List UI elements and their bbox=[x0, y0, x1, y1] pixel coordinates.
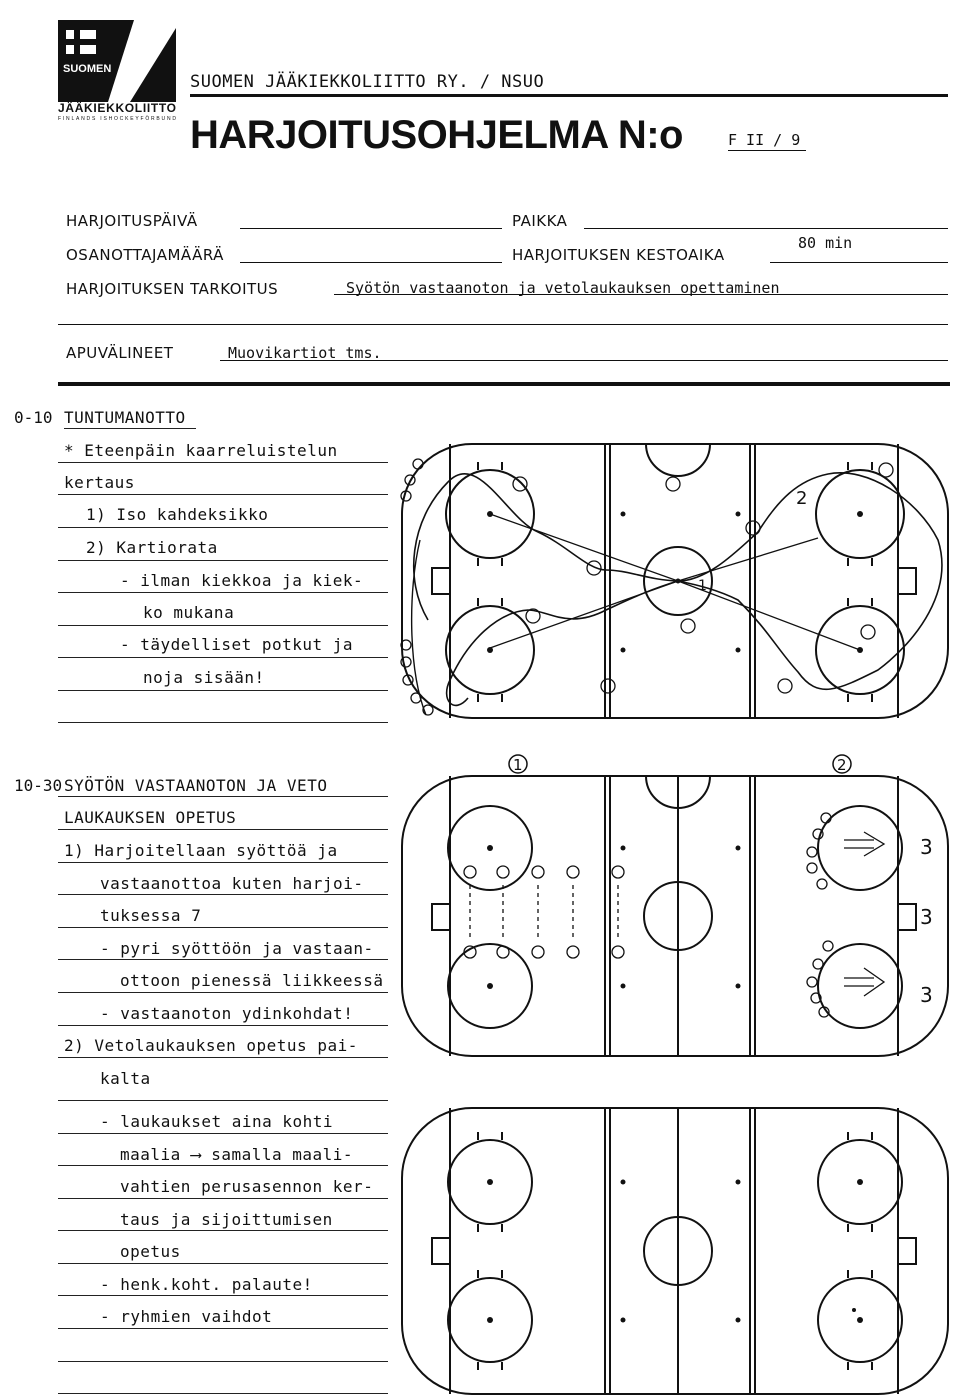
duration-field[interactable] bbox=[770, 262, 948, 263]
ruled-line bbox=[58, 1263, 388, 1264]
section-1-time: 0-10 bbox=[14, 408, 53, 427]
note-line: - henk.koht. palaute! bbox=[100, 1275, 313, 1294]
note-line: - täydelliset potkut ja bbox=[120, 635, 354, 654]
ruled-line bbox=[58, 1057, 388, 1058]
ruled-line bbox=[58, 927, 388, 928]
note-line: vastaanottoa kuten harjoi- bbox=[100, 874, 364, 893]
note-line: vahtien perusasennon ker- bbox=[120, 1177, 374, 1196]
note-line: maalia ⟶ samalla maali- bbox=[120, 1145, 354, 1164]
ruled-line bbox=[58, 1165, 388, 1166]
purpose-field-line-2[interactable] bbox=[58, 324, 948, 325]
place-field[interactable] bbox=[584, 228, 948, 229]
ruled-line bbox=[58, 796, 388, 797]
ruled-line bbox=[58, 959, 388, 960]
date-field[interactable] bbox=[240, 228, 502, 229]
note-line: * Eteenpäin kaarreluistelun bbox=[64, 441, 338, 460]
equipment-value: Muovikartiot tms. bbox=[228, 344, 382, 362]
purpose-label: HARJOITUKSEN TARKOITUS bbox=[66, 280, 279, 298]
ruled-line bbox=[58, 1393, 388, 1394]
ruled-line bbox=[58, 1100, 388, 1101]
note-line: ko mukana bbox=[143, 603, 235, 622]
logo-line-1: SUOMEN bbox=[63, 63, 112, 75]
rink-2-label-3c: 3 bbox=[920, 983, 933, 1007]
ruled-line bbox=[58, 690, 388, 691]
ruled-line bbox=[58, 1025, 388, 1026]
note-line: kalta bbox=[100, 1069, 151, 1088]
section-1-heading: TUNTUMANOTTO bbox=[64, 408, 186, 427]
ruled-line bbox=[58, 462, 388, 463]
section-2-heading-2: LAUKAUKSEN OPETUS bbox=[64, 808, 237, 827]
organization-line: SUOMEN JÄÄKIEKKOLIITTO RY. / NSUO bbox=[190, 72, 545, 92]
page-title: HARJOITUSOHJELMA N:o bbox=[190, 113, 683, 157]
note-line: kertaus bbox=[64, 473, 135, 492]
rink-1-label-1: 1 bbox=[698, 578, 707, 594]
note-line: opetus bbox=[120, 1242, 181, 1261]
note-line: 2) Vetolaukauksen opetus pai- bbox=[64, 1036, 358, 1055]
ruled-line bbox=[58, 625, 388, 626]
ruled-line bbox=[58, 560, 388, 561]
logo-line-2: JÄÄKIEKKOLIITTO bbox=[58, 101, 176, 115]
header-rule bbox=[190, 94, 948, 97]
ruled-line bbox=[58, 992, 388, 993]
ruled-line bbox=[58, 1198, 388, 1199]
note-line: - ryhmien vaihdot bbox=[100, 1307, 273, 1326]
date-label: HARJOITUSPÄIVÄ bbox=[66, 212, 198, 230]
federation-logo bbox=[58, 20, 176, 120]
rink-2-label-3b: 3 bbox=[920, 905, 933, 929]
ruled-line bbox=[58, 1328, 388, 1329]
logo-graphic bbox=[58, 20, 176, 120]
note-line: 1) Harjoitellaan syöttöä ja bbox=[64, 841, 338, 860]
note-line: ottoon pienessä liikkeessä bbox=[120, 971, 384, 990]
note-line: - vastaanoton ydinkohdat! bbox=[100, 1004, 354, 1023]
note-line: - ilman kiekkoa ja kiek- bbox=[120, 571, 364, 590]
program-number-line bbox=[728, 150, 806, 151]
ruled-line bbox=[58, 494, 388, 495]
ruled-line bbox=[58, 657, 388, 658]
rink-diagram-shooting bbox=[398, 1104, 954, 1398]
ruled-line bbox=[58, 1361, 388, 1362]
note-line: tuksessa 7 bbox=[100, 906, 202, 925]
note-line: 1) Iso kahdeksikko bbox=[86, 505, 269, 524]
participants-label: OSANOTTAJAMÄÄRÄ bbox=[66, 246, 224, 264]
section-2-time: 10-30 bbox=[14, 776, 63, 795]
duration-label: HARJOITUKSEN KESTOAIKA bbox=[512, 246, 725, 264]
rink-2-label-1: 1 bbox=[513, 756, 523, 774]
note-line: noja sisään! bbox=[143, 668, 265, 687]
ruled-line bbox=[58, 527, 388, 528]
ruled-line bbox=[58, 1133, 388, 1134]
rink-2-label-3a: 3 bbox=[920, 835, 933, 859]
rink-1-label-2: 2 bbox=[796, 488, 808, 509]
ruled-line bbox=[58, 894, 388, 895]
section-2-heading: SYÖTÖN VASTAANOTON JA VETO bbox=[64, 776, 328, 795]
heading-underline bbox=[64, 428, 196, 429]
ruled-line bbox=[58, 1295, 388, 1296]
ruled-line bbox=[58, 592, 388, 593]
program-number: F II / 9 bbox=[728, 131, 801, 149]
note-line: - laukaukset aina kohti bbox=[100, 1112, 334, 1131]
rink-diagram-passing bbox=[398, 750, 954, 1060]
rink-2-label-2: 2 bbox=[837, 756, 847, 774]
ruled-line bbox=[58, 722, 388, 723]
duration-value: 80 min bbox=[798, 234, 853, 252]
note-line: 2) Kartiorata bbox=[86, 538, 218, 557]
ruled-line bbox=[58, 829, 388, 830]
note-line: taus ja sijoittumisen bbox=[120, 1210, 333, 1229]
participants-field[interactable] bbox=[240, 262, 502, 263]
ruled-line bbox=[58, 862, 388, 863]
equipment-label: APUVÄLINEET bbox=[66, 344, 174, 362]
rink-diagram-figure-eight bbox=[398, 440, 954, 722]
logo-line-3: FINLANDS ISHOCKEYFÖRBUND bbox=[58, 116, 176, 120]
place-label: PAIKKA bbox=[512, 212, 568, 230]
section-divider bbox=[58, 382, 950, 386]
ruled-line bbox=[58, 1230, 388, 1231]
purpose-value: Syötön vastaanoton ja vetolaukauksen opettaminen bbox=[346, 279, 780, 297]
note-line: - pyri syöttöön ja vastaan- bbox=[100, 939, 374, 958]
